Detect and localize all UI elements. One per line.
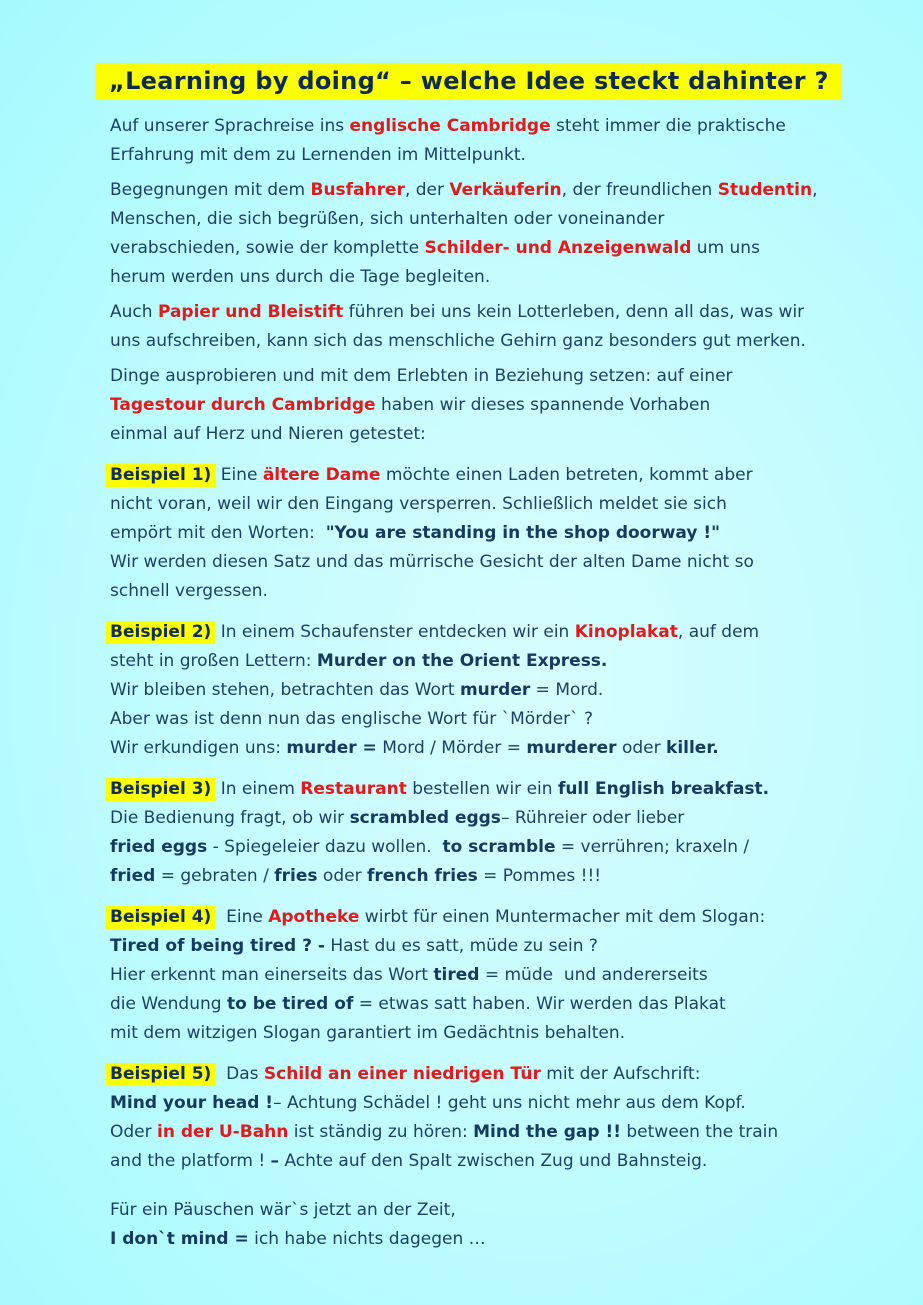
- text-line: [110, 961, 863, 990]
- text-line: [110, 519, 863, 548]
- text-run: = Mord.: [530, 680, 604, 700]
- bold-emphasis: murder: [459, 680, 531, 700]
- bold-emphasis: "You are standing in the shop doorway !": [325, 523, 720, 543]
- bold-emphasis: –: [270, 1151, 280, 1171]
- bold-emphasis: to scramble: [442, 837, 556, 857]
- text-run: verabschieden, sowie der komplette: [110, 238, 425, 258]
- text-run: , der: [404, 180, 450, 200]
- text-line: [110, 1060, 863, 1089]
- example-label: Beispiel 1): [106, 464, 215, 487]
- text-run: steht immer die praktische: [550, 116, 786, 136]
- text-run: Eine: [215, 465, 263, 485]
- example-paragraph: [110, 461, 863, 606]
- text-run: = etwas satt haben. Wir werden das Plakat: [353, 994, 726, 1014]
- text-line: [110, 234, 863, 263]
- text-line: [110, 932, 863, 961]
- bold-emphasis: I don`t mind =: [110, 1229, 249, 1249]
- text-run: Hier erkennt man einerseits das Wort: [110, 965, 434, 985]
- text-line: [110, 1118, 863, 1147]
- text-line: [110, 205, 863, 234]
- text-run: - Spiegeleier dazu wollen.: [207, 837, 443, 857]
- example-label: Beispiel 5): [106, 1063, 215, 1086]
- text-run: Wir bleiben stehen, betrachten das Wort: [110, 680, 460, 700]
- text-line: [110, 263, 863, 292]
- text-line: [110, 618, 863, 647]
- text-run: In einem: [215, 779, 301, 799]
- text-run: Mord / Mörder =: [376, 738, 527, 758]
- text-line: [110, 647, 863, 676]
- text-run: wirbt für einen Muntermacher mit dem Slogan:: [359, 907, 766, 927]
- text-run: bestellen wir ein: [406, 779, 558, 799]
- text-line: [110, 775, 863, 804]
- text-run: nicht voran, weil wir den Eingang versperren. Schließlich meldet sie sich: [110, 494, 727, 514]
- text-line: [110, 1196, 863, 1225]
- text-run: In einem Schaufenster entdecken wir ein: [215, 622, 575, 642]
- text-line: [110, 362, 863, 391]
- red-emphasis: Kinoplakat: [574, 622, 678, 642]
- text-run: Auch: [110, 302, 158, 322]
- text-run: – Rühreier oder lieber: [500, 808, 685, 828]
- red-emphasis: Apotheke: [268, 907, 360, 927]
- text-run: Wir erkundigen uns:: [110, 738, 287, 758]
- example-paragraph: [110, 903, 863, 1048]
- text-line: [110, 862, 863, 891]
- text-run: = gebraten /: [155, 866, 275, 886]
- text-run: Begegnungen mit dem: [110, 180, 311, 200]
- text-line: [110, 1225, 863, 1254]
- text-line: [110, 548, 863, 577]
- text-run: mit der Aufschrift:: [540, 1064, 701, 1084]
- page-title-text: „Learning by doing“ – welche Idee steckt dahinter ?: [109, 67, 829, 95]
- text-run: die Wendung: [110, 994, 227, 1014]
- text-run: einmal auf Herz und Nieren getestet:: [110, 424, 426, 444]
- text-run: haben wir dieses spannende Vorhaben: [375, 395, 711, 415]
- text-run: Die Bedienung fragt, ob wir: [110, 808, 350, 828]
- text-run: ist ständig zu hören:: [288, 1122, 474, 1142]
- example-paragraph: [110, 775, 863, 891]
- text-line: [110, 903, 863, 932]
- bold-emphasis: tired: [433, 965, 480, 985]
- bold-emphasis: murder =: [286, 738, 377, 758]
- red-emphasis: Schilder- und Anzeigenwald: [424, 238, 692, 258]
- text-run: and the platform !: [110, 1151, 271, 1171]
- text-run: Aber was ist denn nun das englische Wort für `Mörder` ?: [110, 709, 594, 729]
- bold-emphasis: fried eggs: [110, 837, 208, 857]
- text-line: [110, 420, 863, 449]
- text-run: ,: [812, 180, 818, 200]
- text-run: herum werden uns durch die Tage begleiten.: [110, 267, 491, 287]
- text-run: = müde und andererseits: [479, 965, 708, 985]
- text-run: möchte einen Laden betreten, kommt aber: [380, 465, 753, 485]
- text-line: [110, 176, 863, 205]
- red-emphasis: ältere Dame: [262, 465, 381, 485]
- example-paragraph: [110, 1060, 863, 1176]
- paragraph: [110, 176, 863, 292]
- text-line: [110, 112, 863, 141]
- text-run: ich habe nichts dagegen …: [248, 1229, 486, 1249]
- text-line: [110, 734, 863, 763]
- text-run: mit dem witzigen Slogan garantiert im Gedächtnis behalten.: [110, 1023, 626, 1043]
- text-line: [110, 1147, 863, 1176]
- text-run: uns aufschreiben, kann sich das menschliche Gehirn ganz besonders gut merken.: [110, 331, 806, 351]
- document-content: [110, 112, 863, 1254]
- text-line: [110, 676, 863, 705]
- paragraph: [110, 112, 863, 170]
- text-run: , auf dem: [677, 622, 760, 642]
- bold-emphasis: murderer: [526, 738, 617, 758]
- text-line: [110, 391, 863, 420]
- text-run: Das: [215, 1064, 264, 1084]
- text-run: Erfahrung mit dem zu Lernenden im Mittelpunkt.: [110, 145, 526, 165]
- text-line: [110, 705, 863, 734]
- text-run: = verrühren; kraxeln /: [555, 837, 750, 857]
- bold-emphasis: fries: [274, 866, 318, 886]
- text-line: [110, 1019, 863, 1048]
- text-run: Wir werden diesen Satz und das mürrische Gesicht der alten Dame nicht so: [110, 552, 754, 572]
- text-line: [110, 327, 863, 356]
- bold-emphasis: Mind your head !: [110, 1093, 274, 1113]
- paragraph: [110, 1196, 863, 1254]
- red-emphasis: Tagestour durch Cambridge: [110, 395, 376, 415]
- text-run: oder: [317, 866, 367, 886]
- text-line: [110, 804, 863, 833]
- bold-emphasis: french fries: [366, 866, 478, 886]
- bold-emphasis: fried: [110, 866, 156, 886]
- text-run: empört mit den Worten:: [110, 523, 326, 543]
- page-title: [96, 63, 842, 100]
- text-line: [110, 490, 863, 519]
- text-run: schnell vergessen.: [110, 581, 268, 601]
- text-run: Oder: [110, 1122, 158, 1142]
- text-run: between the train: [620, 1122, 779, 1142]
- text-run: = Pommes !!!: [477, 866, 602, 886]
- example-paragraph: [110, 618, 863, 763]
- text-line: [110, 1089, 863, 1118]
- text-run: Hast du es satt, müde zu sein ?: [324, 936, 598, 956]
- red-emphasis: Schild an einer niedrigen Tür: [263, 1064, 541, 1084]
- text-line: [110, 461, 863, 490]
- text-run: Eine: [215, 907, 269, 927]
- text-run: , der freundlichen: [561, 180, 718, 200]
- text-line: [110, 990, 863, 1019]
- text-run: Für ein Päuschen wär`s jetzt an der Zeit,: [110, 1200, 456, 1220]
- text-run: Achte auf den Spalt zwischen Zug und Bahnsteig.: [279, 1151, 708, 1171]
- bold-emphasis: Mind the gap !!: [473, 1122, 621, 1142]
- red-emphasis: Studentin: [717, 180, 813, 200]
- text-run: oder: [616, 738, 667, 758]
- bold-emphasis: full English breakfast.: [557, 779, 770, 799]
- red-emphasis: Busfahrer: [310, 180, 405, 200]
- paragraph: [110, 362, 863, 449]
- example-label: Beispiel 4): [106, 906, 215, 929]
- bold-emphasis: scrambled eggs: [349, 808, 501, 828]
- text-run: Dinge ausprobieren und mit dem Erlebten in Beziehung setzen: auf einer: [110, 366, 733, 386]
- text-line: [110, 577, 863, 606]
- text-run: – Achtung Schädel ! geht uns nicht mehr aus dem Kopf.: [273, 1093, 746, 1113]
- example-label: Beispiel 2): [106, 621, 215, 644]
- text-run: Menschen, die sich begrüßen, sich unterhalten oder voneinander: [110, 209, 665, 229]
- text-run: um uns: [691, 238, 760, 258]
- bold-emphasis: to be tired of: [226, 994, 354, 1014]
- text-run: führen bei uns kein Lotterleben, denn all das, was wir: [343, 302, 805, 322]
- bold-emphasis: Tired of being tired ? -: [110, 936, 325, 956]
- text-run: Auf unserer Sprachreise ins: [110, 116, 350, 136]
- text-line: [110, 833, 863, 862]
- paragraph: [110, 298, 863, 356]
- example-label: Beispiel 3): [106, 778, 215, 801]
- red-emphasis: Papier und Bleistift: [157, 302, 344, 322]
- text-line: [110, 298, 863, 327]
- bold-emphasis: Murder on the Orient Express.: [316, 651, 608, 671]
- red-emphasis: englische Cambridge: [349, 116, 551, 136]
- text-run: steht in großen Lettern:: [110, 651, 317, 671]
- red-emphasis: in der U-Bahn: [157, 1122, 289, 1142]
- text-line: [110, 141, 863, 170]
- bold-emphasis: killer.: [666, 738, 719, 758]
- red-emphasis: Verkäuferin: [449, 180, 562, 200]
- red-emphasis: Restaurant: [300, 779, 407, 799]
